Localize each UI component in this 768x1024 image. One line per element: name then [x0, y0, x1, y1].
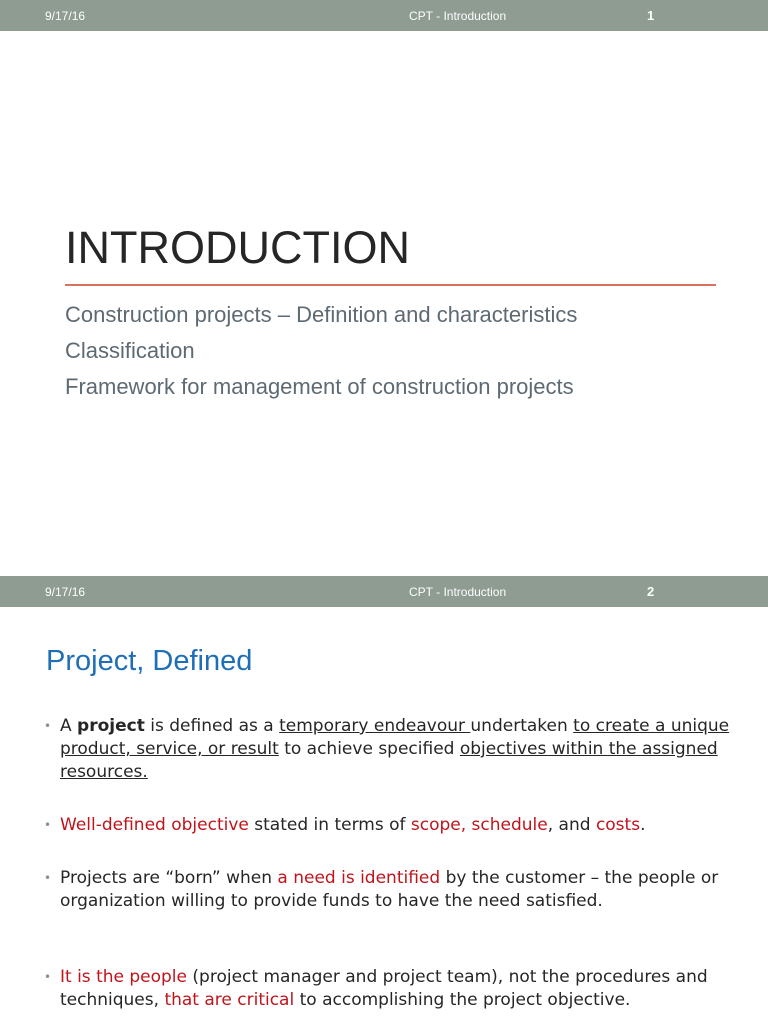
bullet-text-segment: scope, schedule: [410, 815, 548, 835]
bullet-text-segment: temporary endeavour: [279, 716, 471, 736]
slide-number: 1: [647, 8, 655, 23]
bullet-text: [60, 867, 734, 913]
slide-date: 9/17/16: [45, 9, 86, 23]
slide-date: 9/17/16: [45, 585, 86, 599]
bullet-text: [60, 966, 734, 1012]
bullet-item: [44, 715, 734, 784]
slide-title: INTRODUCTION: [65, 222, 410, 273]
bullet-item: [44, 867, 734, 913]
bullet-text-segment: (project manager and project team), not the procedures and techniques,: [60, 967, 708, 1010]
bullet-text-segment: that are critical: [164, 990, 295, 1010]
title-divider: [65, 284, 716, 286]
bullet-text-segment: Projects are “born” when: [60, 868, 278, 888]
bullet-text-segment: .: [640, 815, 646, 835]
slide-title: Project, Defined: [46, 645, 253, 677]
bullet-text-segment: is defined as a: [144, 716, 280, 736]
bullet-text-segment: by the customer – the people or organization willing to provide funds to have the need satisfied.: [60, 868, 719, 911]
slide-2: [0, 576, 768, 1024]
bullet-text-segment: to accomplishing the project objective.: [294, 990, 631, 1010]
subtitle-line: Framework for management of construction projects: [65, 374, 574, 399]
bullet-text-segment: It is the people: [60, 967, 187, 987]
slide-footer-title: CPT - Introduction: [409, 585, 507, 599]
bullet-icon: •: [44, 970, 52, 984]
bullet-text-segment: to achieve specified: [278, 739, 460, 759]
bullet-icon: •: [44, 818, 52, 832]
bullet-text-segment: A: [60, 716, 78, 736]
bullet-item: [44, 814, 734, 837]
slide-footer-title: CPT - Introduction: [409, 9, 507, 23]
bullet-icon: •: [44, 871, 52, 885]
bullet-text-segment: undertaken: [470, 716, 574, 736]
bullet-text-segment: to create a unique product, service, or result: [60, 716, 730, 759]
bullet-text-segment: objectives within the assigned resources.: [60, 739, 718, 782]
bullet-text: [60, 814, 734, 837]
bullet-text: [60, 715, 734, 784]
subtitle-line: Construction projects – Definition and characteristics: [65, 302, 578, 327]
slide-number: 2: [647, 584, 655, 599]
bullet-text-segment: costs: [595, 815, 641, 835]
bullet-text-segment: , and: [547, 815, 596, 835]
slide-header-bar: [0, 0, 768, 31]
bullet-text-segment: project: [77, 716, 145, 736]
bullet-text-segment: stated in terms of: [248, 815, 411, 835]
bullet-text-segment: a need is identified: [277, 868, 441, 888]
subtitle-line: Classification: [65, 338, 195, 363]
bullet-icon: •: [44, 719, 52, 733]
bullet-text-segment: Well-defined objective: [60, 815, 249, 835]
bullet-item: [44, 966, 734, 1012]
slide-header-bar: [0, 576, 768, 607]
